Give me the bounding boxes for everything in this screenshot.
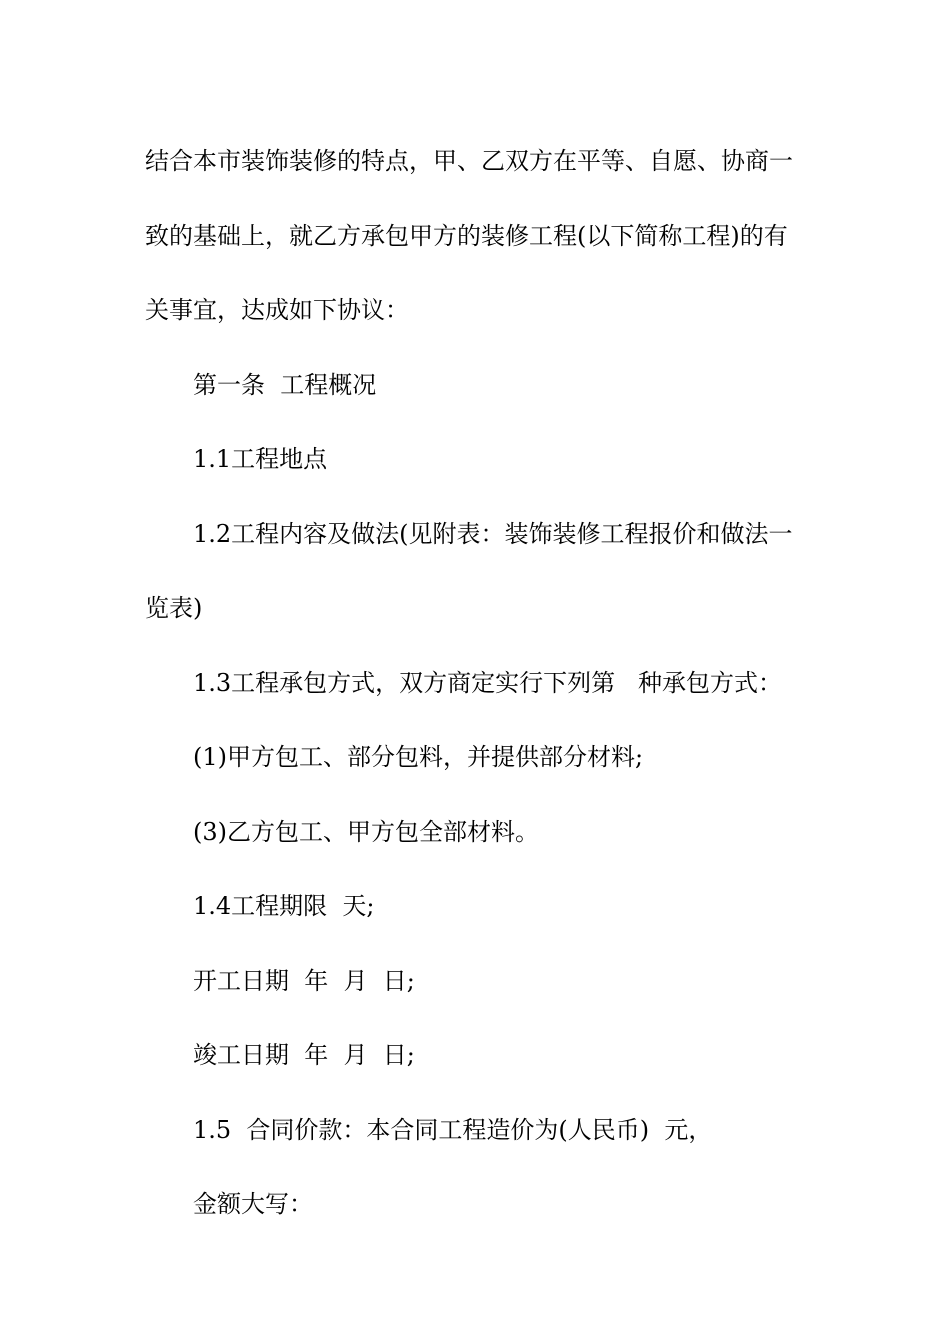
- clause-line: 1.1工程地点: [193, 445, 328, 473]
- paragraph-line: 结合本市装饰装修的特点，甲、乙双方在平等、自愿、协商一: [145, 147, 793, 175]
- option-line: (1)甲方包工、部分包料，并提供部分材料;: [193, 743, 644, 771]
- option-line: (3)乙方包工、甲方包全部材料。: [193, 817, 539, 846]
- clause-line: 1.3工程承包方式，双方商定实行下列第 种承包方式：: [193, 668, 783, 697]
- date-line: 竣工日期 年 月 日;: [193, 1041, 415, 1069]
- amount-line: 金额大写：: [193, 1190, 313, 1218]
- contract-text: [145, 124, 810, 1242]
- clause-line: 1.5 合同价款：本合同工程造价为(人民币) 元，: [193, 1115, 713, 1144]
- section-heading: 第一条 工程概况: [193, 370, 377, 399]
- clause-line: 1.2工程内容及做法(见附表：装饰装修工程报价和做法一: [193, 519, 793, 548]
- paragraph-line: 览表): [145, 594, 203, 622]
- date-line: 开工日期 年 月 日;: [193, 966, 415, 995]
- paragraph-line: 致的基础上，就乙方承包甲方的装修工程(以下简称工程)的有: [145, 221, 788, 250]
- clause-line: 1.4工程期限 天;: [193, 892, 375, 920]
- paragraph-line: 关事宜，达成如下协议：: [145, 296, 409, 324]
